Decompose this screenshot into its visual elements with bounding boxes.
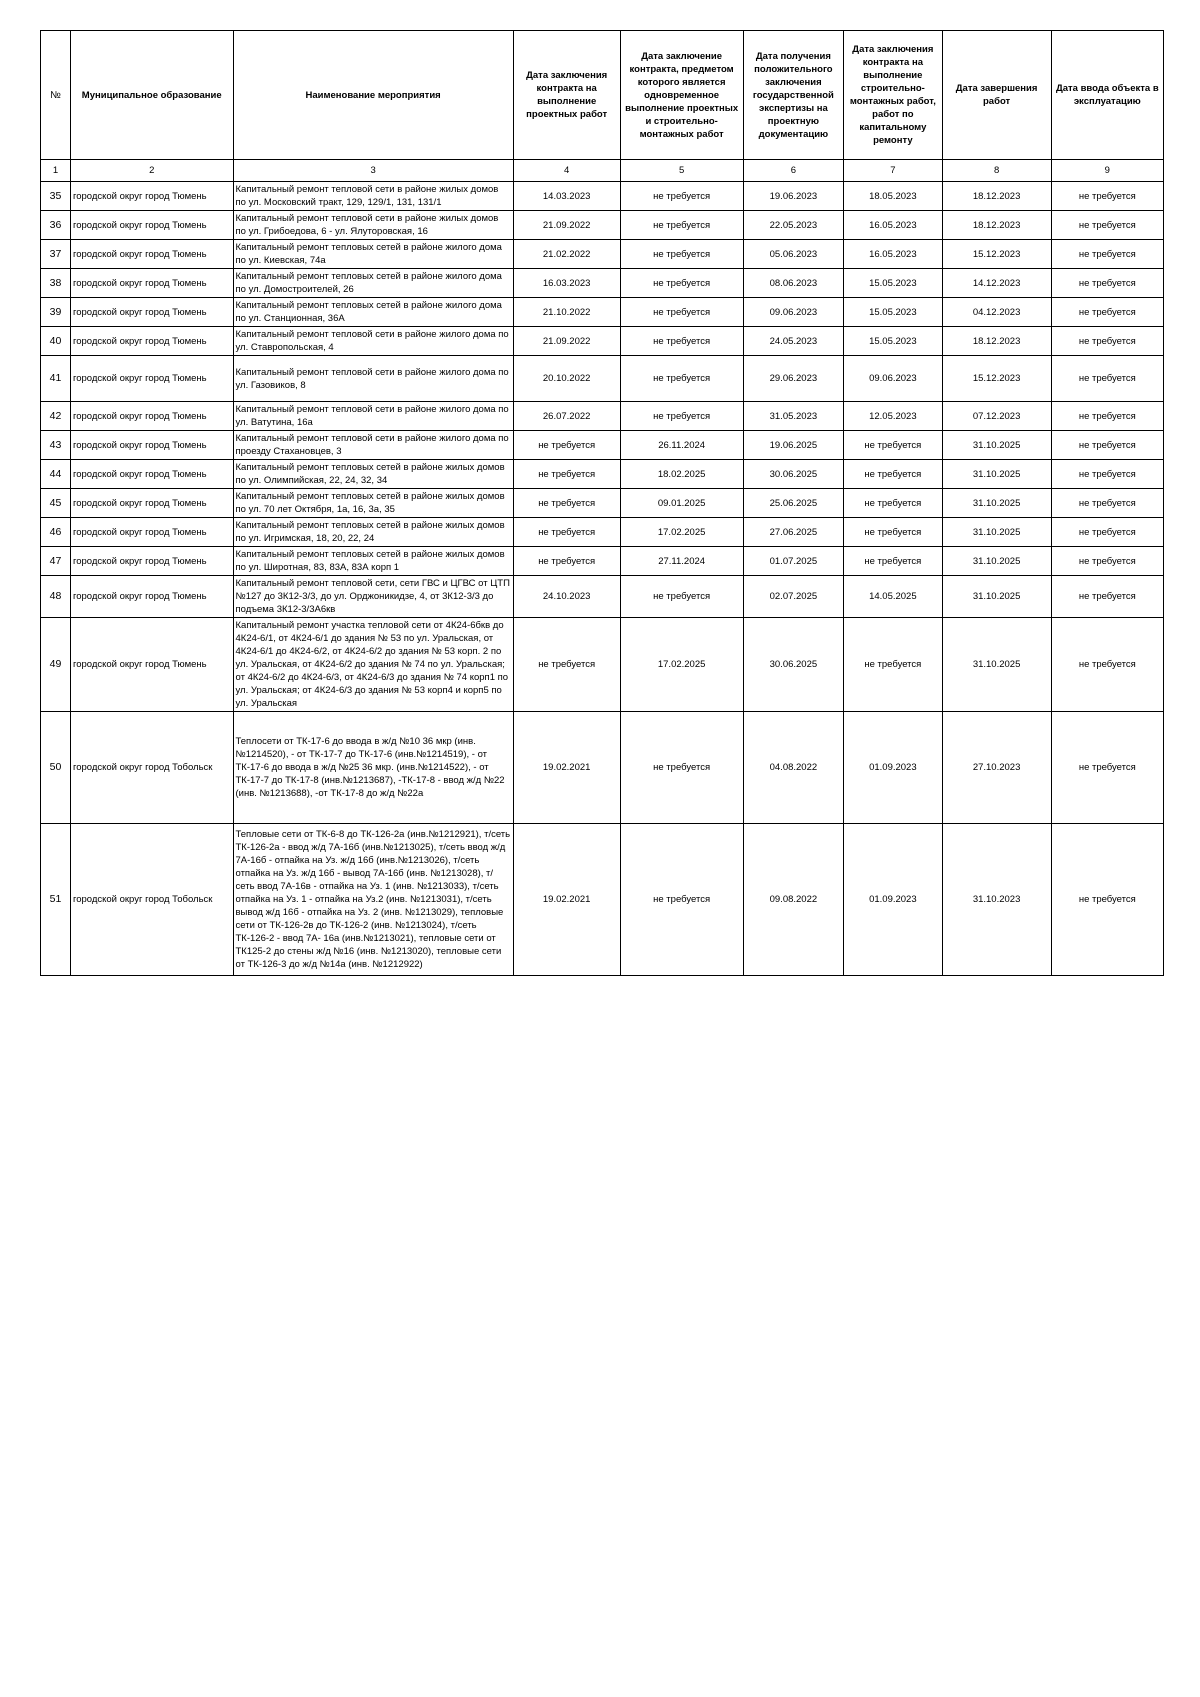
design-contract-date-cell: не требуется (513, 460, 620, 489)
table-row (41, 211, 1164, 240)
commissioning-date-cell: не требуется (1051, 269, 1163, 298)
completion-date-cell: 15.12.2023 (942, 240, 1051, 269)
combined-contract-date-cell: 17.02.2025 (620, 518, 743, 547)
commissioning-date-cell: не требуется (1051, 211, 1163, 240)
measure-name-cell: Капитальный ремонт тепловой сети в районе жилых домов по ул. Грибоедова, 6 - ул. Ялуторовская, 16 (233, 211, 513, 240)
combined-contract-date-cell: не требуется (620, 240, 743, 269)
expertise-date-cell: 09.08.2022 (743, 824, 844, 976)
commissioning-date-cell: не требуется (1051, 327, 1163, 356)
municipality-cell: городской округ город Тюмень (70, 576, 233, 618)
row-number: 35 (41, 182, 71, 211)
design-contract-date-cell: 19.02.2021 (513, 824, 620, 976)
commissioning-date-cell: не требуется (1051, 356, 1163, 402)
construction-contract-date-cell: не требуется (844, 618, 942, 712)
row-number: 50 (41, 712, 71, 824)
row-number: 49 (41, 618, 71, 712)
design-contract-date-cell: 21.09.2022 (513, 327, 620, 356)
measure-name-cell: Капитальный ремонт тепловой сети в районе жилого дома по проезду Стахановцев, 3 (233, 431, 513, 460)
municipality-cell: городской округ город Тюмень (70, 298, 233, 327)
construction-contract-date-cell: 01.09.2023 (844, 712, 942, 824)
expertise-date-cell: 30.06.2025 (743, 618, 844, 712)
construction-contract-date-cell: не требуется (844, 518, 942, 547)
commissioning-date-cell: не требуется (1051, 618, 1163, 712)
measure-name-cell: Капитальный ремонт тепловых сетей в районе жилых домов по ул. Широтная, 83, 83А, 83А корп 1 (233, 547, 513, 576)
expertise-date-cell: 09.06.2023 (743, 298, 844, 327)
combined-contract-date-cell: не требуется (620, 712, 743, 824)
header-cell: Дата заключения контракта на выполнение строительно-монтажных работ, работ по капитальному ремонту (844, 31, 942, 160)
commissioning-date-cell: не требуется (1051, 182, 1163, 211)
table-row (41, 269, 1164, 298)
expertise-date-cell: 01.07.2025 (743, 547, 844, 576)
combined-contract-date-cell: не требуется (620, 824, 743, 976)
measure-name-cell: Капитальный ремонт тепловой сети в районе жилого дома по ул. Ватутина, 16а (233, 402, 513, 431)
combined-contract-date-cell: 26.11.2024 (620, 431, 743, 460)
table-row (41, 824, 1164, 976)
design-contract-date-cell: не требуется (513, 489, 620, 518)
completion-date-cell: 04.12.2023 (942, 298, 1051, 327)
header-cell: Дата заключение контракта, предметом которого является одновременное выполнение проектных и строительно-монтажных работ (620, 31, 743, 160)
completion-date-cell: 31.10.2025 (942, 576, 1051, 618)
municipality-cell: городской округ город Тюмень (70, 356, 233, 402)
column-number: 5 (620, 160, 743, 182)
combined-contract-date-cell: не требуется (620, 298, 743, 327)
expertise-date-cell: 27.06.2025 (743, 518, 844, 547)
row-number: 46 (41, 518, 71, 547)
expertise-date-cell: 22.05.2023 (743, 211, 844, 240)
construction-contract-date-cell: не требуется (844, 489, 942, 518)
commissioning-date-cell: не требуется (1051, 431, 1163, 460)
construction-contract-date-cell: 15.05.2023 (844, 327, 942, 356)
table-row (41, 618, 1164, 712)
expertise-date-cell: 30.06.2025 (743, 460, 844, 489)
row-number: 37 (41, 240, 71, 269)
table-row (41, 182, 1164, 211)
row-number: 41 (41, 356, 71, 402)
combined-contract-date-cell: не требуется (620, 402, 743, 431)
design-contract-date-cell: 16.03.2023 (513, 269, 620, 298)
design-contract-date-cell: 19.02.2021 (513, 712, 620, 824)
row-number: 44 (41, 460, 71, 489)
row-number: 42 (41, 402, 71, 431)
combined-contract-date-cell: не требуется (620, 356, 743, 402)
header-cell: Дата ввода объекта в эксплуатацию (1051, 31, 1163, 160)
measure-name-cell: Капитальный ремонт тепловых сетей в районе жилого дома по ул. Домостроителей, 26 (233, 269, 513, 298)
commissioning-date-cell: не требуется (1051, 547, 1163, 576)
design-contract-date-cell: не требуется (513, 431, 620, 460)
completion-date-cell: 18.12.2023 (942, 182, 1051, 211)
measure-name-cell: Капитальный ремонт тепловой сети в районе жилых домов по ул. Московский тракт, 129, 129/1, 131, 131/1 (233, 182, 513, 211)
row-number: 51 (41, 824, 71, 976)
municipality-cell: городской округ город Тюмень (70, 240, 233, 269)
municipality-cell: городской округ город Тюмень (70, 547, 233, 576)
table-row (41, 547, 1164, 576)
header-cell: Дата заключения контракта на выполнение проектных работ (513, 31, 620, 160)
measure-name-cell: Капитальный ремонт тепловой сети, сети ГВС и ЦГВС от ЦТП №127 до 3К12-3/3, до ул. Орджоникидзе, 4, от 3К12-3/3 до подъема 3К12-3/3А6кв (233, 576, 513, 618)
combined-contract-date-cell: не требуется (620, 327, 743, 356)
design-contract-date-cell: 21.02.2022 (513, 240, 620, 269)
table-row (41, 712, 1164, 824)
document-sheet (40, 30, 1164, 976)
header-cell: Дата получения положительного заключения государственной экспертизы на проектную документацию (743, 31, 844, 160)
municipality-cell: городской округ город Тюмень (70, 269, 233, 298)
row-number: 47 (41, 547, 71, 576)
expertise-date-cell: 08.06.2023 (743, 269, 844, 298)
row-number: 36 (41, 211, 71, 240)
measure-name-cell: Капитальный ремонт тепловых сетей в районе жилого дома по ул. Станционная, 36А (233, 298, 513, 327)
construction-contract-date-cell: не требуется (844, 547, 942, 576)
column-number: 6 (743, 160, 844, 182)
expertise-date-cell: 19.06.2025 (743, 431, 844, 460)
column-number: 7 (844, 160, 942, 182)
measure-name-cell: Капитальный ремонт тепловой сети в районе жилого дома по ул. Ставропольская, 4 (233, 327, 513, 356)
commissioning-date-cell: не требуется (1051, 402, 1163, 431)
design-contract-date-cell: 26.07.2022 (513, 402, 620, 431)
construction-contract-date-cell: 14.05.2025 (844, 576, 942, 618)
commissioning-date-cell: не требуется (1051, 824, 1163, 976)
design-contract-date-cell: 21.09.2022 (513, 211, 620, 240)
construction-contract-date-cell: 01.09.2023 (844, 824, 942, 976)
column-number: 3 (233, 160, 513, 182)
completion-date-cell: 31.10.2025 (942, 431, 1051, 460)
commissioning-date-cell: не требуется (1051, 518, 1163, 547)
design-contract-date-cell: 20.10.2022 (513, 356, 620, 402)
expertise-date-cell: 19.06.2023 (743, 182, 844, 211)
header-cell: Дата завершения работ (942, 31, 1051, 160)
expertise-date-cell: 25.06.2025 (743, 489, 844, 518)
completion-date-cell: 31.10.2025 (942, 460, 1051, 489)
table-row (41, 518, 1164, 547)
design-contract-date-cell: 24.10.2023 (513, 576, 620, 618)
row-number: 38 (41, 269, 71, 298)
measure-name-cell: Капитальный ремонт тепловых сетей в районе жилых домов по ул. Игримская, 18, 20, 22, 24 (233, 518, 513, 547)
construction-contract-date-cell: не требуется (844, 431, 942, 460)
measure-name-cell: Капитальный ремонт тепловых сетей в районе жилого дома по ул. Киевская, 74а (233, 240, 513, 269)
design-contract-date-cell: 14.03.2023 (513, 182, 620, 211)
construction-contract-date-cell: 15.05.2023 (844, 298, 942, 327)
construction-contract-date-cell: не требуется (844, 460, 942, 489)
measure-name-cell: Теплосети от ТК-17-6 до ввода в ж/д №10 36 мкр (инв. №1214520), - от ТК-17-7 до ТК-17-6 (инв.№1214519), - от ТК-17-6 до ввода в ж/д №25 36 мкр. (инв.№1214522), - от ТК-17-7 до ТК-17-8 (инв.№1213687), -ТК-17-8 - ввод ж/д №22 (инв. №1213688), -от ТК-17-8 до ж/д №22а (233, 712, 513, 824)
design-contract-date-cell: не требуется (513, 518, 620, 547)
column-number: 4 (513, 160, 620, 182)
completion-date-cell: 14.12.2023 (942, 269, 1051, 298)
municipality-cell: городской округ город Тобольск (70, 712, 233, 824)
header-cell: Муниципальное образование (70, 31, 233, 160)
construction-contract-date-cell: 16.05.2023 (844, 240, 942, 269)
measure-name-cell: Тепловые сети от ТК-6-8 до ТК-126-2а (инв.№1212921), т/сеть ТК-126-2а - ввод ж/д 7А-16б (инв.№1213025), т/сеть ввод ж/д 7А-16б - отпайка на Уз. ж/д 16б (инв.№1213026), т/сеть отпайка на Уз. ж/д 16б - вывод 7А-16б (инв. №1213028), т/сеть ввод 7А-16в - отпайка на Уз. 1 (инв. №1213033), т/сеть отпайка на Уз. 1 - отпайка на Уз.2 (инв. №1213031), т/сеть вывод ж/д 16б - отпайка на Уз. 2 (инв. №1213029), тепловые сети от ТК-126-2в до ТК-126-2 (инв. №1213024), т/сеть ТК-126-2 - ввод 7А- 16а (инв.№1213021), тепловые сети от ТК125-2 до стены ж/д №16 (инв. №1213020), тепловые сети от ТК-126-3 до ж/д №14а (инв. №1212922) (233, 824, 513, 976)
measure-name-cell: Капитальный ремонт тепловой сети в районе жилого дома по ул. Газовиков, 8 (233, 356, 513, 402)
measure-name-cell: Капитальный ремонт тепловых сетей в районе жилых домов по ул. Олимпийская, 22, 24, 32, 34 (233, 460, 513, 489)
design-contract-date-cell: 21.10.2022 (513, 298, 620, 327)
table-row (41, 431, 1164, 460)
table-row (41, 356, 1164, 402)
header-cell: № (41, 31, 71, 160)
measure-name-cell: Капитальный ремонт тепловых сетей в районе жилых домов по ул. 70 лет Октября, 1а, 16, 3а, 35 (233, 489, 513, 518)
completion-date-cell: 31.10.2025 (942, 618, 1051, 712)
combined-contract-date-cell: не требуется (620, 182, 743, 211)
table-row (41, 576, 1164, 618)
municipality-cell: городской округ город Тюмень (70, 211, 233, 240)
commissioning-date-cell: не требуется (1051, 460, 1163, 489)
table-row (41, 402, 1164, 431)
construction-contract-date-cell: 12.05.2023 (844, 402, 942, 431)
municipality-cell: городской округ город Тюмень (70, 460, 233, 489)
table-row (41, 460, 1164, 489)
table-row (41, 489, 1164, 518)
completion-date-cell: 15.12.2023 (942, 356, 1051, 402)
row-number: 39 (41, 298, 71, 327)
table-row (41, 327, 1164, 356)
completion-date-cell: 27.10.2023 (942, 712, 1051, 824)
expertise-date-cell: 02.07.2025 (743, 576, 844, 618)
table-row (41, 298, 1164, 327)
construction-contract-date-cell: 15.05.2023 (844, 269, 942, 298)
construction-contract-date-cell: 09.06.2023 (844, 356, 942, 402)
column-number: 2 (70, 160, 233, 182)
municipality-cell: городской округ город Тобольск (70, 824, 233, 976)
commissioning-date-cell: не требуется (1051, 576, 1163, 618)
commissioning-date-cell: не требуется (1051, 712, 1163, 824)
expertise-date-cell: 31.05.2023 (743, 402, 844, 431)
combined-contract-date-cell: 18.02.2025 (620, 460, 743, 489)
combined-contract-date-cell: 17.02.2025 (620, 618, 743, 712)
header-row (41, 31, 1164, 160)
combined-contract-date-cell: 27.11.2024 (620, 547, 743, 576)
combined-contract-date-cell: не требуется (620, 576, 743, 618)
municipality-cell: городской округ город Тюмень (70, 402, 233, 431)
schedule-table (40, 30, 1164, 976)
expertise-date-cell: 04.08.2022 (743, 712, 844, 824)
expertise-date-cell: 24.05.2023 (743, 327, 844, 356)
municipality-cell: городской округ город Тюмень (70, 431, 233, 460)
expertise-date-cell: 05.06.2023 (743, 240, 844, 269)
table-row (41, 240, 1164, 269)
municipality-cell: городской округ город Тюмень (70, 518, 233, 547)
column-number: 9 (1051, 160, 1163, 182)
completion-date-cell: 18.12.2023 (942, 211, 1051, 240)
combined-contract-date-cell: 09.01.2025 (620, 489, 743, 518)
municipality-cell: городской округ город Тюмень (70, 182, 233, 211)
column-number-row (41, 160, 1164, 182)
combined-contract-date-cell: не требуется (620, 269, 743, 298)
construction-contract-date-cell: 16.05.2023 (844, 211, 942, 240)
row-number: 40 (41, 327, 71, 356)
row-number: 48 (41, 576, 71, 618)
commissioning-date-cell: не требуется (1051, 240, 1163, 269)
header-cell: Наименование мероприятия (233, 31, 513, 160)
construction-contract-date-cell: 18.05.2023 (844, 182, 942, 211)
design-contract-date-cell: не требуется (513, 547, 620, 576)
column-number: 8 (942, 160, 1051, 182)
table-body (41, 182, 1164, 976)
expertise-date-cell: 29.06.2023 (743, 356, 844, 402)
column-number: 1 (41, 160, 71, 182)
row-number: 45 (41, 489, 71, 518)
municipality-cell: городской округ город Тюмень (70, 327, 233, 356)
measure-name-cell: Капитальный ремонт участка тепловой сети от 4К24-6бкв до 4К24-6/1, от 4К24-6/1 до здания № 53 по ул. Уральская, от 4К24-6/1 до 4К24-6/2, от 4К24-6/2 до здания № 53 корп. 2 по ул. Уральская, от 4К24-6/2 до здания № 74 по ул. Уральская; от 4К24-6/2 до 4К24-6/3, от 4К24-6/3 до здания № 74 корп1 по ул. Уральская; от 4К24-6/3 до здания № 53 корп4 и корп5 по ул. Уральская (233, 618, 513, 712)
row-number: 43 (41, 431, 71, 460)
commissioning-date-cell: не требуется (1051, 298, 1163, 327)
municipality-cell: городской округ город Тюмень (70, 489, 233, 518)
design-contract-date-cell: не требуется (513, 618, 620, 712)
commissioning-date-cell: не требуется (1051, 489, 1163, 518)
municipality-cell: городской округ город Тюмень (70, 618, 233, 712)
completion-date-cell: 31.10.2025 (942, 518, 1051, 547)
completion-date-cell: 31.10.2023 (942, 824, 1051, 976)
combined-contract-date-cell: не требуется (620, 211, 743, 240)
completion-date-cell: 07.12.2023 (942, 402, 1051, 431)
completion-date-cell: 31.10.2025 (942, 547, 1051, 576)
completion-date-cell: 31.10.2025 (942, 489, 1051, 518)
completion-date-cell: 18.12.2023 (942, 327, 1051, 356)
